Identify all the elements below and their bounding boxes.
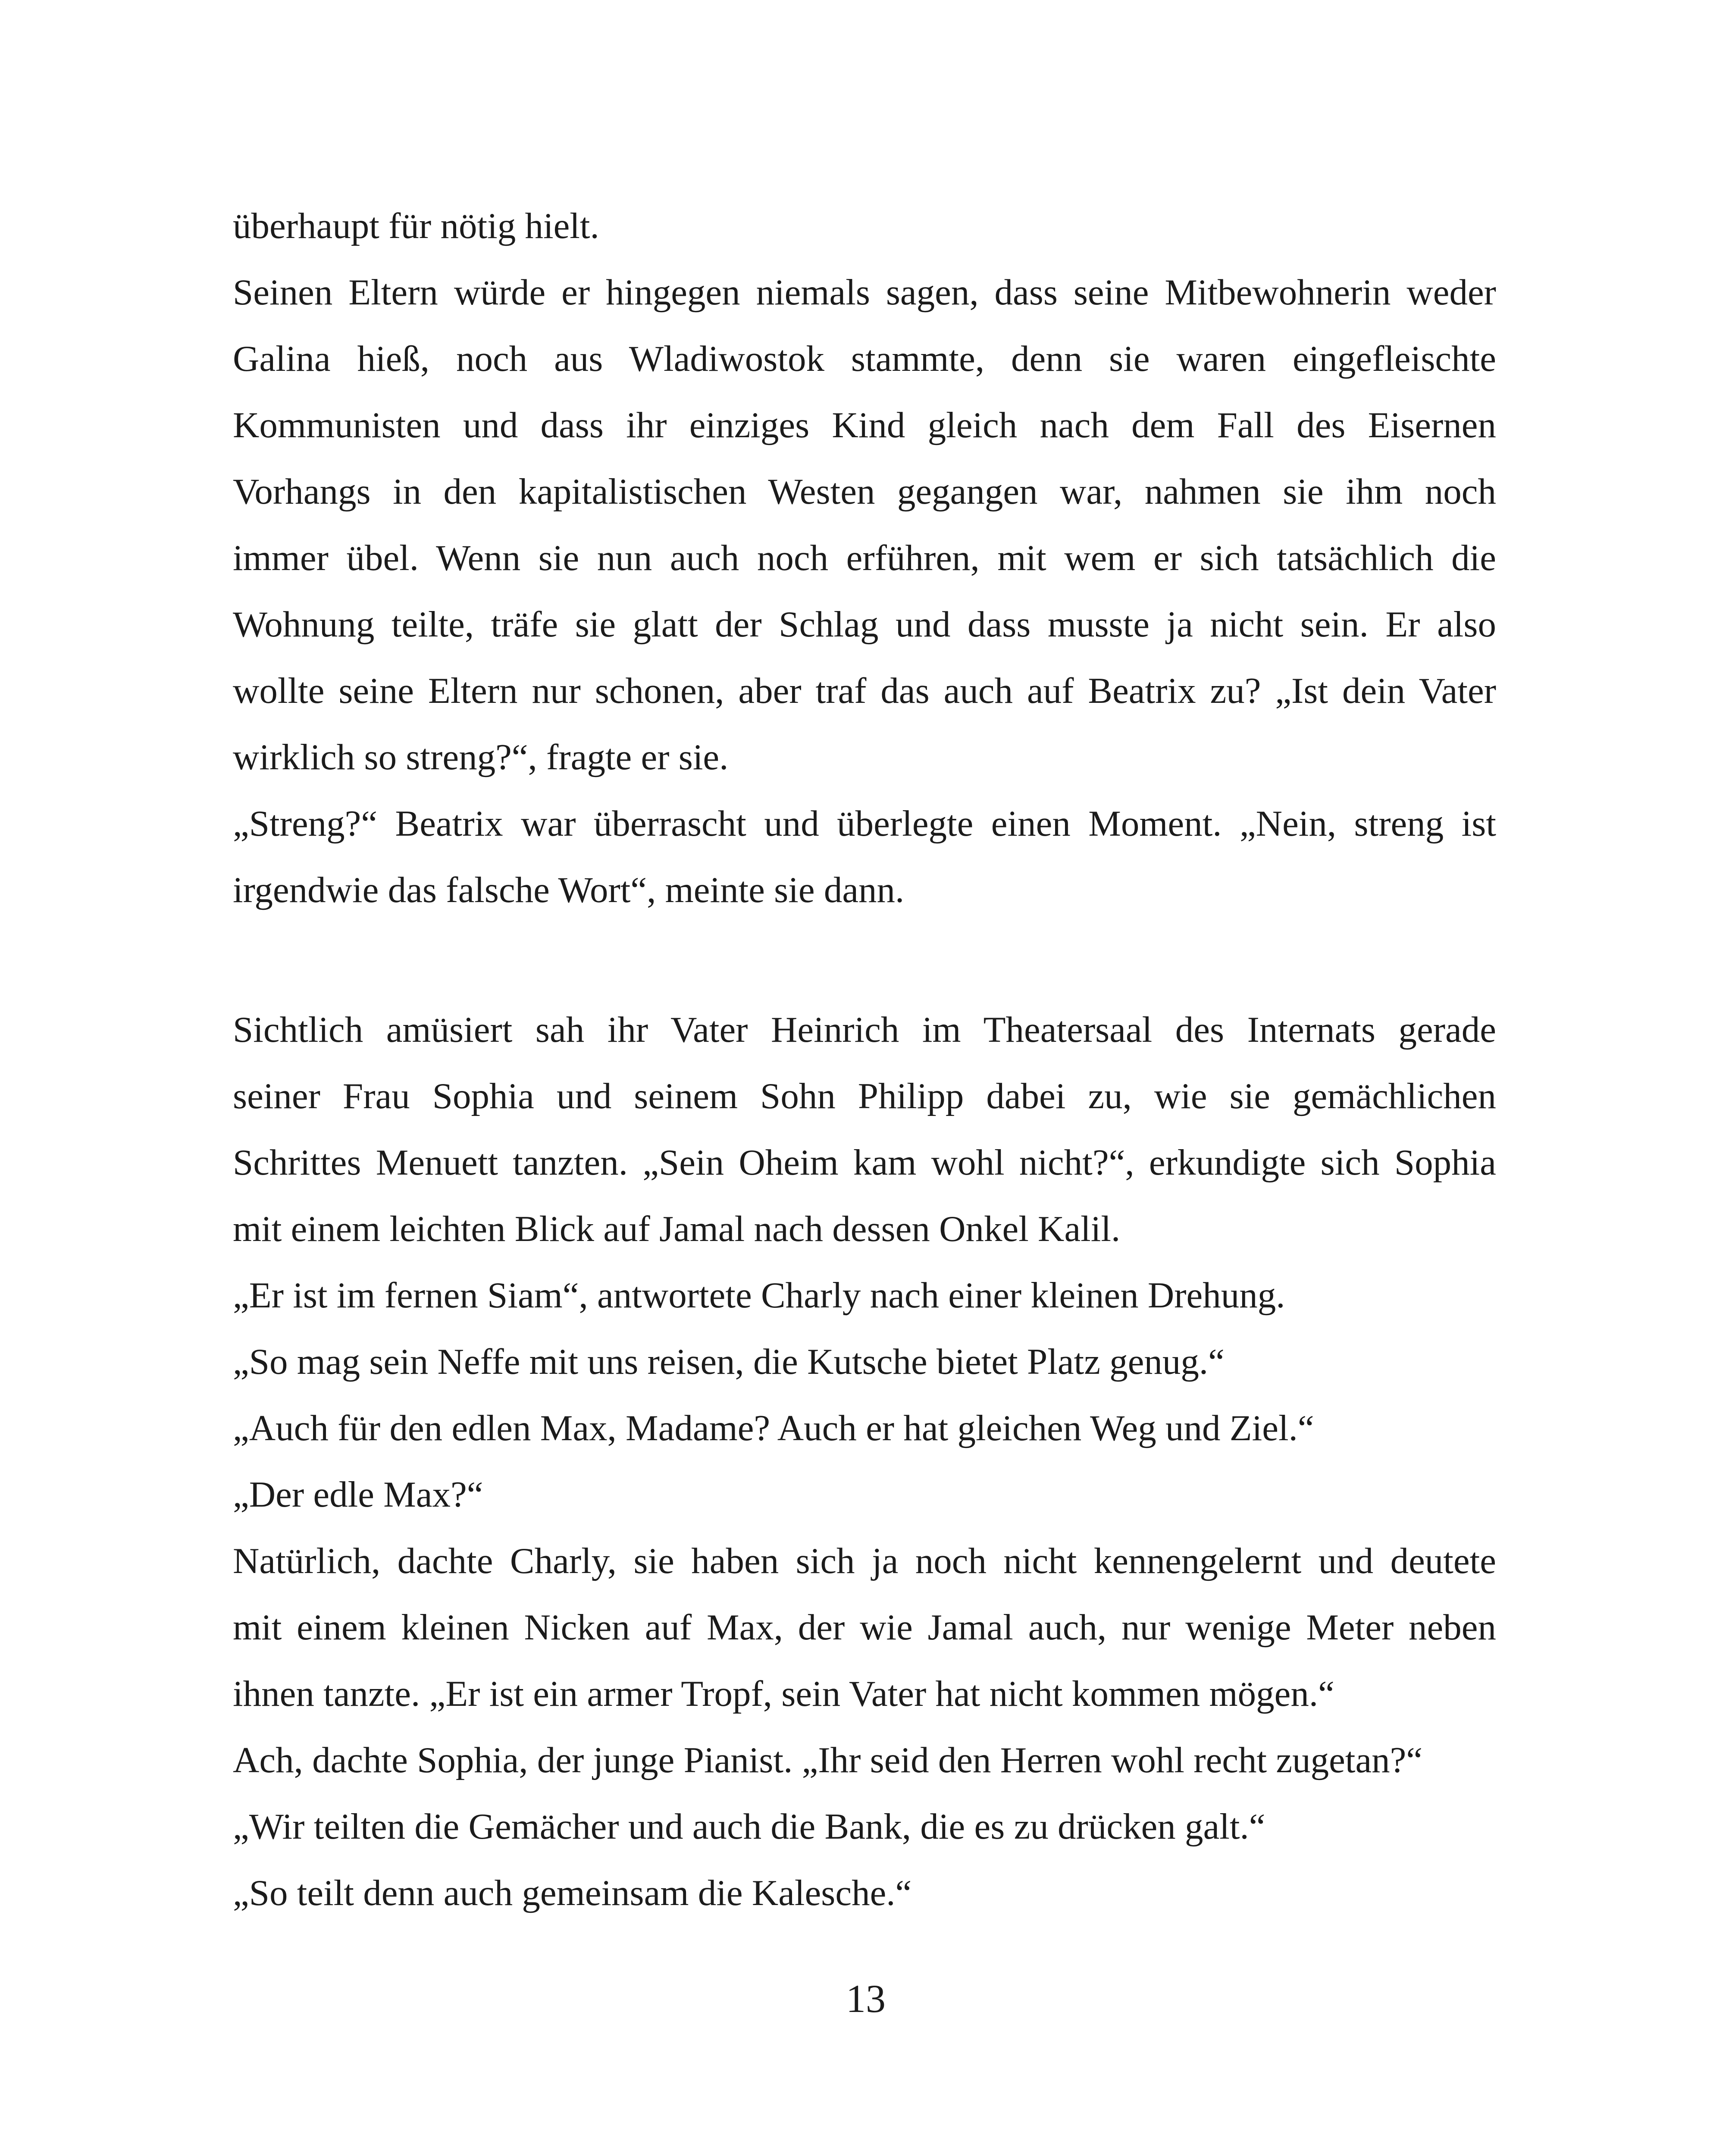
text-line: wirklich so streng?“, fragte er sie. bbox=[233, 737, 729, 777]
text-line: irgendwie das falsche Wort“, meinte sie dann. bbox=[233, 870, 905, 910]
paragraph-block-2 bbox=[233, 997, 1496, 1926]
text-line: „Streng?“ Beatrix war überrascht und überlegte einen Moment. „Nein, streng ist bbox=[233, 803, 1496, 844]
text-line: Wohnung teilte, träfe sie glatt der Schlag und dass musste ja nicht sein. Er also bbox=[233, 604, 1496, 645]
text-line: seiner Frau Sophia und seinem Sohn Philipp dabei zu, wie sie gemächlichen bbox=[233, 1076, 1496, 1116]
paragraph-block-1 bbox=[233, 193, 1496, 923]
text-line: Vorhangs in den kapitalistischen Westen gegangen war, nahmen sie ihm noch bbox=[233, 471, 1496, 512]
text-line: Ach, dachte Sophia, der junge Pianist. „Ihr seid den Herren wohl recht zugetan?“ bbox=[233, 1740, 1423, 1780]
text-line: mit einem kleinen Nicken auf Max, der wie Jamal auch, nur wenige Meter neben bbox=[233, 1607, 1496, 1648]
text-line: Galina hieß, noch aus Wladiwostok stammte, denn sie waren eingefleischte bbox=[233, 338, 1496, 379]
text-line: Sichtlich amüsiert sah ihr Vater Heinrich im Theatersaal des Internats gerade bbox=[233, 1009, 1496, 1050]
text-line: „Er ist im fernen Siam“, antwortete Charly nach einer kleinen Drehung. bbox=[233, 1275, 1285, 1316]
text-line: „Auch für den edlen Max, Madame? Auch er hat gleichen Weg und Ziel.“ bbox=[233, 1408, 1314, 1448]
text-line: Seinen Eltern würde er hingegen niemals sagen, dass seine Mitbewohnerin weder bbox=[233, 272, 1496, 313]
text-line: „Wir teilten die Gemächer und auch die Bank, die es zu drücken galt.“ bbox=[233, 1806, 1265, 1847]
page-number: 13 bbox=[846, 1977, 886, 2021]
text-line: immer übel. Wenn sie nun auch noch erführen, mit wem er sich tatsächlich die bbox=[233, 538, 1496, 578]
text-line: „So mag sein Neffe mit uns reisen, die Kutsche bietet Platz genug.“ bbox=[233, 1341, 1225, 1382]
text-line: „So teilt denn auch gemeinsam die Kalesche.“ bbox=[233, 1873, 912, 1913]
text-line: ihnen tanzte. „Er ist ein armer Tropf, sein Vater hat nicht kommen mögen.“ bbox=[233, 1673, 1334, 1714]
text-line: Kommunisten und dass ihr einziges Kind gleich nach dem Fall des Eisernen bbox=[233, 405, 1496, 445]
text-line: mit einem leichten Blick auf Jamal nach dessen Onkel Kalil. bbox=[233, 1209, 1121, 1249]
text-line: überhaupt für nötig hielt. bbox=[233, 206, 599, 246]
text-line: wollte seine Eltern nur schonen, aber traf das auch auf Beatrix zu? „Ist dein Vater bbox=[233, 671, 1496, 711]
text-line: Natürlich, dachte Charly, sie haben sich ja noch nicht kennengelernt und deutete bbox=[233, 1541, 1496, 1581]
text-line: Schrittes Menuett tanzten. „Sein Oheim kam wohl nicht?“, erkundigte sich Sophia bbox=[233, 1142, 1496, 1183]
text-line: „Der edle Max?“ bbox=[233, 1474, 483, 1515]
